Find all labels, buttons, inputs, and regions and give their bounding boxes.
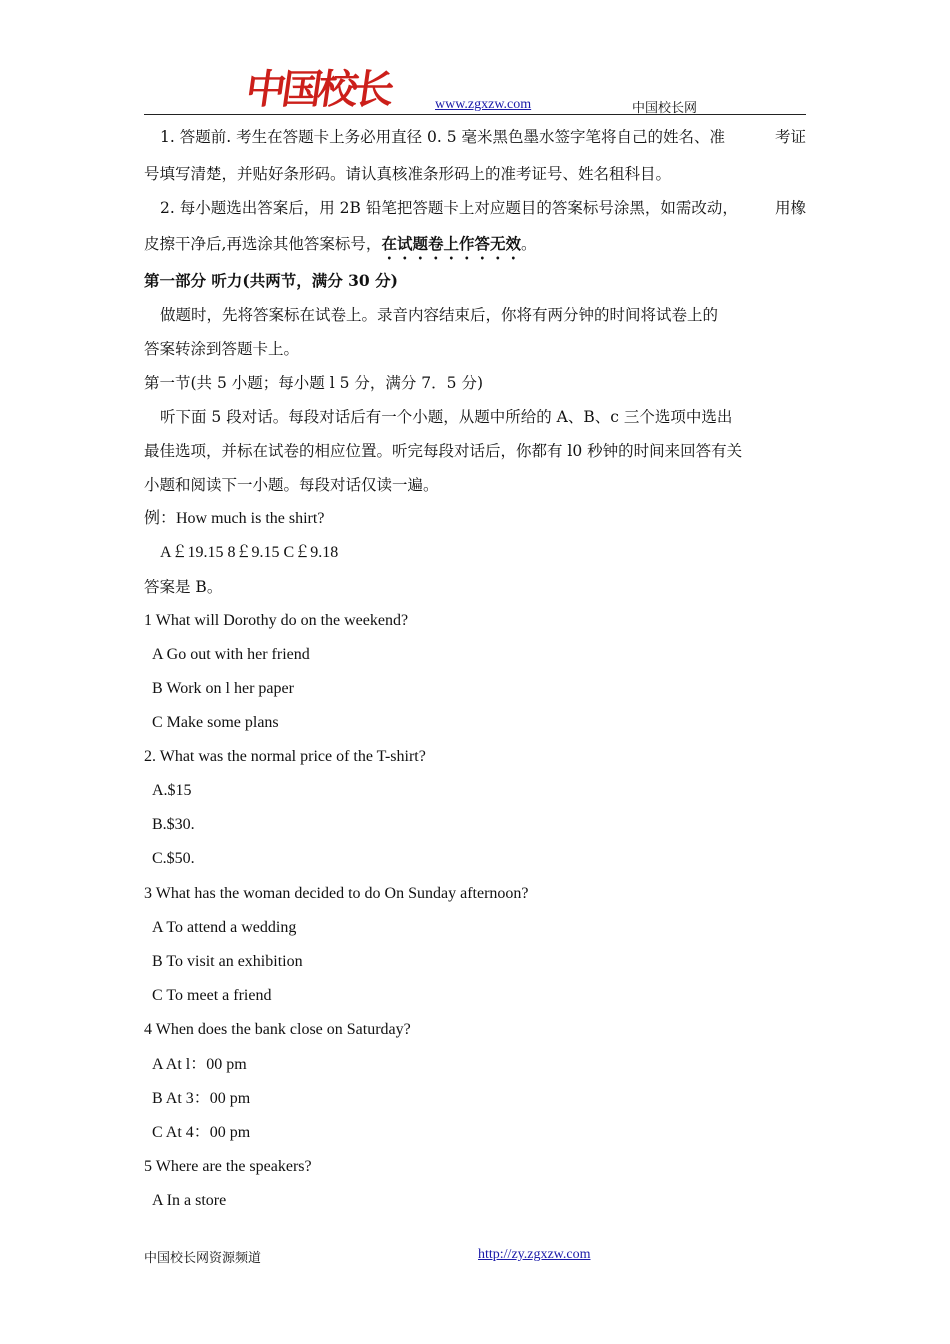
header-url-link[interactable]: www.zgxzw.com	[435, 97, 532, 112]
instruction-1-text: 1. 答题前. 考生在答题卡上务必用直径 0. 5 毫米黑色墨水签字笔将自己的姓名、准	[160, 128, 726, 146]
question-1: 1 What will Dorothy do on the weekend?	[144, 612, 409, 629]
part1-intro-2: 答案转涂到答题卡上。	[144, 340, 300, 358]
question-3-option-a: A To attend a wedding	[152, 919, 297, 936]
question-5: 5 Where are the speakers?	[144, 1158, 312, 1175]
header-site-name: 中国校长网	[632, 101, 698, 116]
question-3-option-b: B To visit an exhibition	[152, 953, 303, 970]
part1-intro-1: 做题时，先将答案标在试卷上。录音内容结束后，你将有两分钟的时间将试卷上的	[160, 306, 719, 324]
footer-url-link[interactable]: http://zy.zgxzw.com	[478, 1247, 591, 1262]
question-4-option-c: C At 4：00 pm	[152, 1124, 251, 1141]
question-4-option-b: B At 3：00 pm	[152, 1090, 251, 1107]
instruction-1-end: 考证	[774, 128, 806, 146]
section1-desc-3: 小题和阅读下一小题。每段对话仅读一遍。	[144, 476, 439, 494]
instruction-2-end: 用橡	[774, 199, 806, 217]
question-2-option-a: A.$15	[152, 782, 192, 799]
site-logo: 中国校长	[242, 66, 394, 113]
page-header	[0, 0, 950, 118]
question-1-option-a: A Go out with her friend	[152, 646, 310, 663]
emphasis-invalid-answer: 在试题卷上作答无效	[381, 234, 521, 253]
question-2-option-c: C.$50.	[152, 850, 195, 867]
part1-title: 第一部分 听力(共两节，满分 30 分)	[144, 271, 398, 290]
instruction-2-text: 2. 每小题选出答案后，用 2B 铅笔把答题卡上对应题目的答案标号涂黑，如需改动，	[160, 199, 738, 217]
instruction-4-end: 。	[520, 235, 537, 253]
instruction-line-3	[160, 197, 806, 219]
instruction-4-text: 皮擦干净后,再选涂其他答案标号，	[144, 235, 382, 253]
question-2-option-b: B.$30.	[152, 816, 195, 833]
section1-desc-1: 听下面 5 段对话。每段对话后有一个小题，从题中所给的 A、B、c 三个选项中选出	[160, 408, 733, 426]
section1-title: 第一节(共 5 小题；每小题 l 5 分，满分 7．5 分)	[144, 374, 483, 392]
example-options: A￡19.15 8￡9.15 C￡9.18	[160, 544, 339, 561]
question-3-option-c: C To meet a friend	[152, 987, 272, 1004]
question-3: 3 What has the woman decided to do On Sunday afternoon?	[144, 885, 529, 902]
example-question: 例：How much is the shirt?	[144, 510, 325, 527]
question-5-option-a: A In a store	[152, 1192, 227, 1209]
question-4: 4 When does the bank close on Saturday?	[144, 1021, 411, 1038]
question-1-option-b: B Work on l her paper	[152, 680, 294, 697]
footer-site-channel: 中国校长网资源频道	[144, 1251, 262, 1266]
question-2: 2. What was the normal price of the T-shirt?	[144, 748, 426, 765]
instruction-line-2: 号填写清楚，并贴好条形码。请认真核准条形码上的准考证号、姓名租科目。	[144, 165, 672, 183]
question-1-option-c: C Make some plans	[152, 714, 279, 731]
example-answer: 答案是 B。	[144, 578, 223, 596]
header-rule	[144, 114, 806, 115]
section1-desc-2: 最佳选项，并标在试卷的相应位置。听完每段对话后，你都有 l0 秒钟的时间来回答有关	[144, 442, 743, 460]
instruction-line-1	[160, 126, 806, 148]
instruction-line-4	[144, 233, 806, 263]
question-4-option-a: A At l：00 pm	[152, 1056, 247, 1073]
